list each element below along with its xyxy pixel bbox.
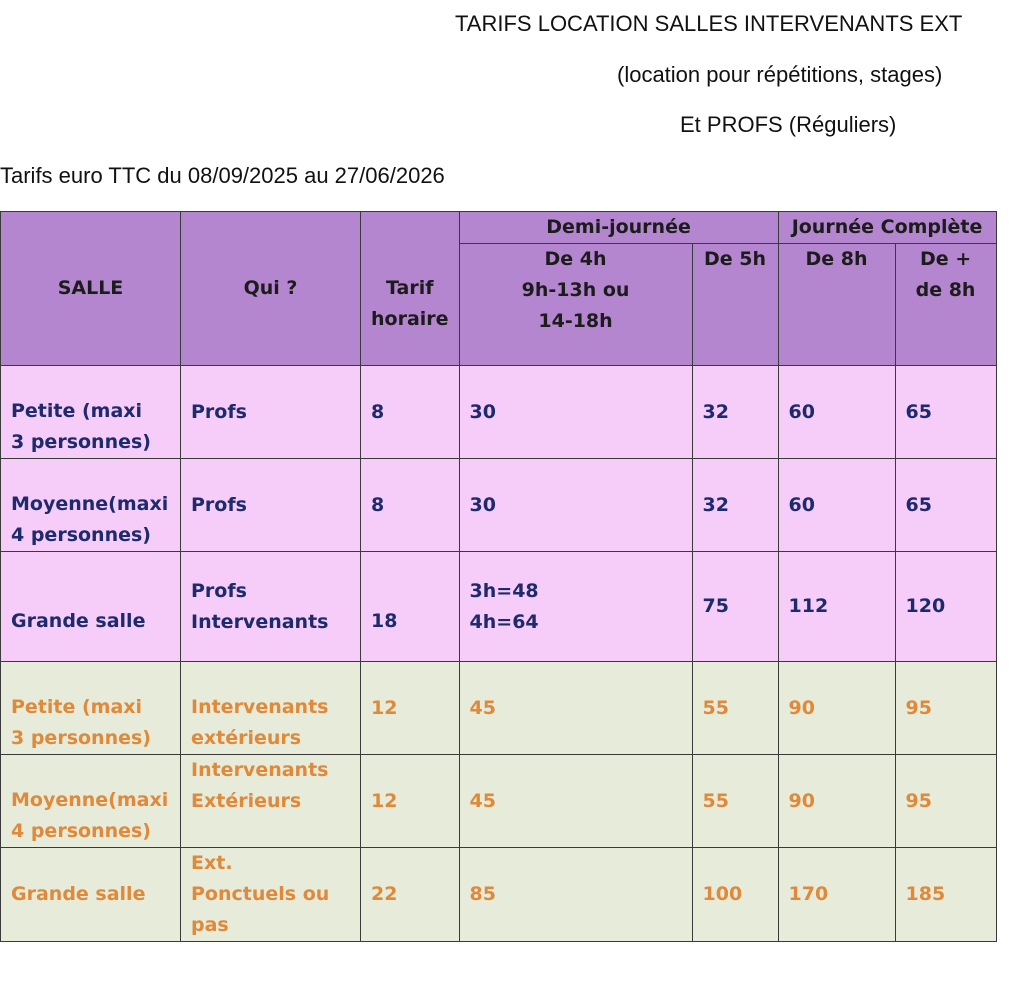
header-demi-journee: Demi-journée [459,212,778,244]
table-row [1,552,997,662]
header-de-plus-line2: de 8h [915,279,976,301]
page-subtitle-profs: Et PROFS (Réguliers) [680,112,897,137]
header-tarif-line: Tarif [386,276,434,299]
cell-salle-line: Grande salle [11,883,146,905]
cell-de-4h-line: 45 [469,696,496,719]
cell-tarif: 12 [361,755,460,848]
cell-de-4h-line: 45 [469,789,496,812]
cell-qui-line: Extérieurs [191,790,302,812]
cell-salle [1,552,181,662]
header-de-plus-line1: De + [919,248,972,270]
cell-de-5h: 75 [692,552,778,662]
table-row [1,366,997,459]
cell-de-4h [459,662,692,755]
cell-salle-line: 4 personnes) [11,524,151,546]
table-row [1,459,997,552]
cell-de-plus-8h: 120 [895,552,996,662]
cell-salle-line: Grande salle [11,610,146,632]
cell-de-plus-8h: 65 [895,366,996,459]
cell-salle [1,459,181,552]
cell-de-8h: 170 [778,848,895,942]
cell-salle-line: 4 personnes) [11,820,151,842]
cell-de-4h-line: 4h=64 [469,610,539,633]
cell-salle-line: Petite (maxi [11,400,143,422]
table-body [1,366,997,942]
header-journee-complete: Journée Complète [778,212,996,244]
header-de-4h-line3: 14-18h [538,310,613,332]
cell-salle [1,848,181,942]
page-title: TARIFS LOCATION SALLES INTERVENANTS EXT [455,11,963,36]
cell-salle [1,755,181,848]
cell-de-4h [459,755,692,848]
header-horaire-line: horaire [371,307,449,330]
cell-tarif: 8 [361,459,460,552]
cell-tarif: 12 [361,662,460,755]
table-row [1,848,997,942]
cell-salle-line: Moyenne(maxi [11,789,169,811]
cell-qui [181,755,361,848]
cell-de-plus-8h: 95 [895,755,996,848]
cell-tarif: 8 [361,366,460,459]
cell-de-plus-8h: 95 [895,662,996,755]
page-subtitle-location: (location pour répétitions, stages) [617,62,943,87]
header-de-4h-line2: 9h-13h ou [521,279,630,301]
header-de-4h-line1: De 4h [544,248,607,270]
cell-qui-line: Profs [191,400,247,423]
cell-de-plus-8h: 65 [895,459,996,552]
cell-de-5h: 55 [692,662,778,755]
cell-qui-line: Profs [191,493,247,516]
cell-salle-line: 3 personnes) [11,727,151,749]
cell-de-4h [459,552,692,662]
cell-qui-line: extérieurs [191,727,302,749]
header-de-5h: De 5h [692,244,778,366]
cell-tarif: 18 [361,552,460,662]
table-row [1,755,997,848]
cell-qui-line: Ext. [191,852,233,874]
cell-de-4h [459,366,692,459]
cell-de-4h-line: 30 [469,400,496,423]
table-header [1,212,997,366]
cell-qui-line: Intervenants [191,610,329,633]
cell-tarif: 22 [361,848,460,942]
cell-de-plus-8h: 185 [895,848,996,942]
cell-de-8h: 90 [778,755,895,848]
cell-de-8h: 112 [778,552,895,662]
cell-qui [181,662,361,755]
cell-qui [181,459,361,552]
cell-de-4h-line: 3h=48 [469,579,539,602]
cell-de-5h: 55 [692,755,778,848]
cell-de-8h: 60 [778,366,895,459]
tariff-table [0,211,997,942]
cell-de-5h: 32 [692,366,778,459]
tariff-period: Tarifs euro TTC du 08/09/2025 au 27/06/2026 [0,163,445,188]
header-tarif-horaire [361,212,460,366]
cell-salle-line: Moyenne(maxi [11,493,169,515]
header-qui: Qui ? [181,212,361,366]
cell-qui-line: pas [191,914,229,936]
cell-qui [181,848,361,942]
cell-de-5h: 32 [692,459,778,552]
cell-de-8h: 60 [778,459,895,552]
cell-salle [1,366,181,459]
cell-qui-line: Ponctuels ou [191,883,330,905]
cell-salle-line: 3 personnes) [11,431,151,453]
cell-salle-line: Petite (maxi [11,696,143,718]
cell-qui [181,552,361,662]
header-de-4h [459,244,692,366]
cell-de-4h [459,848,692,942]
cell-salle [1,662,181,755]
cell-qui-line: Intervenants [191,696,329,718]
header-salle: SALLE [1,212,181,366]
cell-qui-line: Intervenants [191,759,329,781]
cell-de-4h [459,459,692,552]
cell-de-5h: 100 [692,848,778,942]
table-row [1,662,997,755]
cell-qui [181,366,361,459]
cell-de-8h: 90 [778,662,895,755]
cell-de-4h-line: 30 [469,493,496,516]
cell-qui-line: Profs [191,579,247,602]
header-de-8h: De 8h [778,244,895,366]
header-de-plus-8h [895,244,996,366]
cell-de-4h-line: 85 [469,883,496,905]
